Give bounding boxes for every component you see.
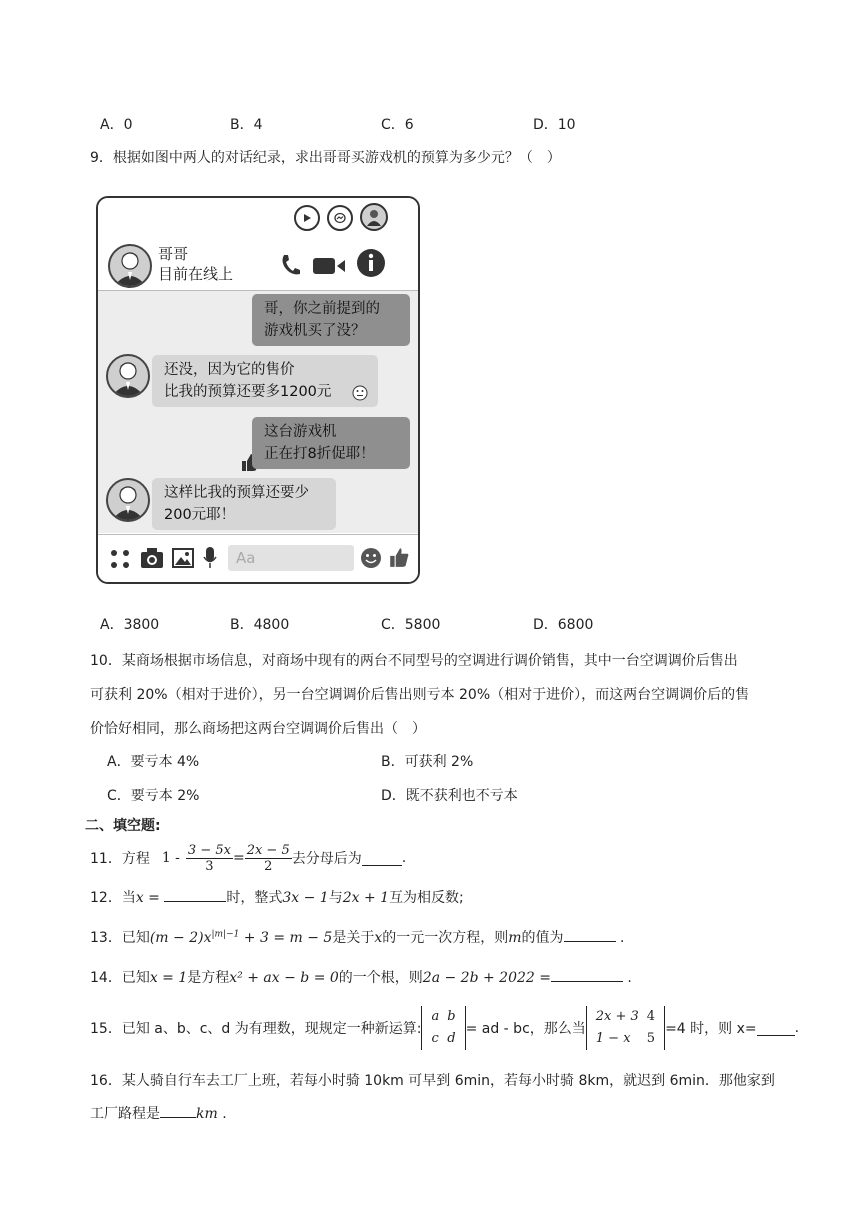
- chat-message-line: 这台游戏机: [264, 424, 337, 440]
- q9-option-b: B．4800: [230, 617, 290, 633]
- q15-definition: = ad - bc，那么当: [465, 1021, 586, 1037]
- q13-mid: 是关于: [332, 930, 375, 946]
- contact-name: 哥哥: [158, 245, 189, 263]
- chat-topbar: [98, 198, 418, 240]
- q16-answer-blank[interactable]: [160, 1103, 196, 1118]
- chat-message-line: 游戏机买了没？: [264, 323, 366, 339]
- q11: 11．方程 1 - $\frac{3 - 5x}{3}$ = $\frac{2x - 5}{2}$ 去分母后为 .: [90, 842, 407, 874]
- q13-equation-rest: + 3 = m − 5: [239, 930, 333, 946]
- play-icon: [294, 205, 320, 231]
- q12-expr-2: 2x + 1: [342, 890, 390, 906]
- q15-det2-a: 2x + 3: [595, 1009, 639, 1024]
- message-input: Aa: [228, 545, 354, 571]
- q9-option-a: A．3800: [100, 617, 160, 633]
- chat-message-line: 比我的预算还要多1200元: [164, 384, 332, 400]
- phone-call-icon: [280, 254, 300, 276]
- q12-and: 与: [328, 890, 343, 906]
- chat-message-line: 200元耶！: [164, 507, 236, 523]
- q15-det2-b: 4: [646, 1009, 656, 1024]
- q11-fraction-2-numerator: 2x − 5: [246, 842, 290, 858]
- chat-message: [152, 478, 336, 530]
- q13-var: x: [374, 930, 383, 946]
- q13-suffix: 的值为: [521, 930, 564, 946]
- q11-fraction-1-denominator: 3: [205, 858, 214, 874]
- q8-option-b: B．4: [230, 117, 263, 133]
- q12-prefix: 12．当: [90, 890, 136, 906]
- microphone-icon: [202, 546, 218, 570]
- chat-message: [152, 355, 378, 407]
- q13-mid-2: 的一元一次方程，则: [382, 930, 509, 946]
- q12-mid: 时，整式: [226, 890, 283, 906]
- q14-condition: x = 1: [149, 970, 188, 986]
- q11-answer-blank[interactable]: [362, 851, 402, 866]
- q10-option-b: B．可获利 2%: [381, 754, 474, 770]
- chat-input-bar: [98, 534, 418, 583]
- q15-det2-c: 1 − x: [595, 1031, 631, 1046]
- image-icon: [172, 547, 194, 569]
- q15-determinant-2: [586, 1006, 665, 1050]
- q14-mid: 是方程: [187, 970, 230, 986]
- q16-line-2: 工厂路程是 km .: [90, 1103, 227, 1123]
- q13-exponent: |m|−1: [211, 929, 240, 940]
- messenger-icon: [327, 205, 353, 231]
- q15-suffix: =4 时，则 x=: [665, 1021, 757, 1037]
- q11-fraction-2-denominator: 2: [264, 858, 273, 874]
- video-call-icon: [312, 256, 348, 276]
- q14-prefix: 14．已知: [90, 970, 150, 986]
- thumbs-up-icon: [388, 546, 410, 568]
- q8-option-d: D．10: [533, 117, 576, 133]
- q14-expression: 2a − 2b + 2022 =: [422, 970, 551, 986]
- chat-message-line: 正在打8折促耶！: [264, 446, 375, 462]
- q16-line-1: 16．某人骑自行车去工厂上班，若每小时骑 10km 可早到 6min，若每小时骑 8km，就迟到 6min．那他家到: [90, 1073, 775, 1089]
- contact-status: 目前在线上: [158, 265, 234, 283]
- q13-answer-blank[interactable]: [564, 927, 616, 942]
- q10-line-3: 价恰好相同，那么商场把这两台空调调价后售出（ ）: [90, 721, 426, 737]
- q15-answer-blank[interactable]: [757, 1021, 795, 1036]
- apps-icon: [110, 549, 130, 569]
- q13: 13．已知$(m - 2)x^{|m|-1} + 3 = m - 5$是关于x的一元一次方程，则m的值为 .: [90, 927, 624, 947]
- q15-prefix: 15．已知 a、b、c、d 为有理数，现规定一种新运算:: [90, 1021, 422, 1037]
- q15-det1-c: c: [431, 1031, 439, 1046]
- camera-icon: [140, 547, 164, 569]
- section-heading: 二、填空题:: [85, 818, 161, 834]
- q11-lhs: 1 -: [161, 850, 180, 866]
- q14-equation: x² + ax − b = 0: [229, 970, 339, 986]
- q11-equals: =: [232, 850, 245, 866]
- q12-var: x: [135, 890, 144, 906]
- sender-avatar: [106, 478, 150, 522]
- chat-message-line: 这样比我的预算还要少: [164, 485, 309, 501]
- q12: [90, 887, 464, 907]
- q8-option-a: A．0: [100, 117, 133, 133]
- q10-option-d: D．既不获利也不亏本: [381, 788, 518, 804]
- q15-det1-a: a: [431, 1009, 440, 1024]
- q13-var-2: m: [508, 930, 522, 946]
- sender-avatar: [106, 354, 150, 398]
- q16-unit: km: [196, 1106, 218, 1122]
- info-icon: [356, 248, 386, 278]
- q14-answer-blank[interactable]: [551, 967, 623, 982]
- q14: 14．已知x = 1是方程x² + ax − b = 0的一个根，则2a − 2b + 2022 = .: [90, 967, 632, 987]
- q16-line-2-text: 工厂路程是: [90, 1106, 160, 1122]
- q10-line-2: 可获利 20%（相对于进价），另一台空调调价后售出则亏本 20%（相对于进价），而这两台空调调价后的售: [90, 687, 750, 703]
- q12-expr-1: 3x − 1: [282, 890, 329, 906]
- q10-line-1: 10．某商场根据市场信息，对商场中现有的两台不同型号的空调进行调价销售，其中一台空调调价后售出: [90, 653, 738, 669]
- q11-fraction-2: [245, 843, 292, 874]
- q11-fraction-1-numerator: 3 − 5x: [187, 842, 231, 858]
- q11-fraction-1: [186, 843, 233, 874]
- q8-option-c: C．6: [381, 117, 414, 133]
- q13-prefix: 13．已知: [90, 930, 150, 946]
- chat-message: [252, 294, 410, 346]
- q9-stem: 9．根据如图中两人的对话纪录，求出哥哥买游戏机的预算为多少元？（ ）: [90, 150, 561, 166]
- q12-answer-blank[interactable]: [164, 887, 226, 902]
- q11-suffix: 去分母后为: [291, 851, 362, 867]
- q10-option-a: A．要亏本 4%: [107, 754, 200, 770]
- q13-equation: (m − 2)x: [149, 930, 212, 946]
- chat-message: [252, 417, 410, 469]
- q9-option-c: C．5800: [381, 617, 441, 633]
- q9-option-d: D．6800: [533, 617, 594, 633]
- q12-suffix: 互为相反数;: [389, 890, 464, 906]
- chat-header: [98, 240, 418, 291]
- profile-icon: [360, 203, 388, 231]
- q10-option-c: C．要亏本 2%: [107, 788, 200, 804]
- q11-prefix: 11．方程: [90, 851, 150, 867]
- q15-det1-d: d: [447, 1031, 456, 1046]
- emoji-icon: [352, 385, 368, 401]
- emoji-icon: [360, 547, 382, 569]
- chat-message-line: 哥，你之前提到的: [264, 301, 380, 317]
- chat-illustration: [96, 196, 420, 584]
- q12-equals: =: [143, 890, 165, 906]
- q15-determinant-1: [421, 1006, 465, 1050]
- chat-message-line: 还没，因为它的售价: [164, 362, 295, 378]
- contact-avatar: [108, 244, 152, 288]
- q15: 15．已知 a、b、c、d 为有理数，现规定一种新运算: a b c d = ad - bc，那么当 2x + 3 4 1 − x 5 =4 时，则 x= .: [90, 1004, 799, 1052]
- q15-det1-b: b: [447, 1009, 456, 1024]
- q15-det2-d: 5: [646, 1031, 656, 1046]
- q14-mid-2: 的一个根，则: [338, 970, 423, 986]
